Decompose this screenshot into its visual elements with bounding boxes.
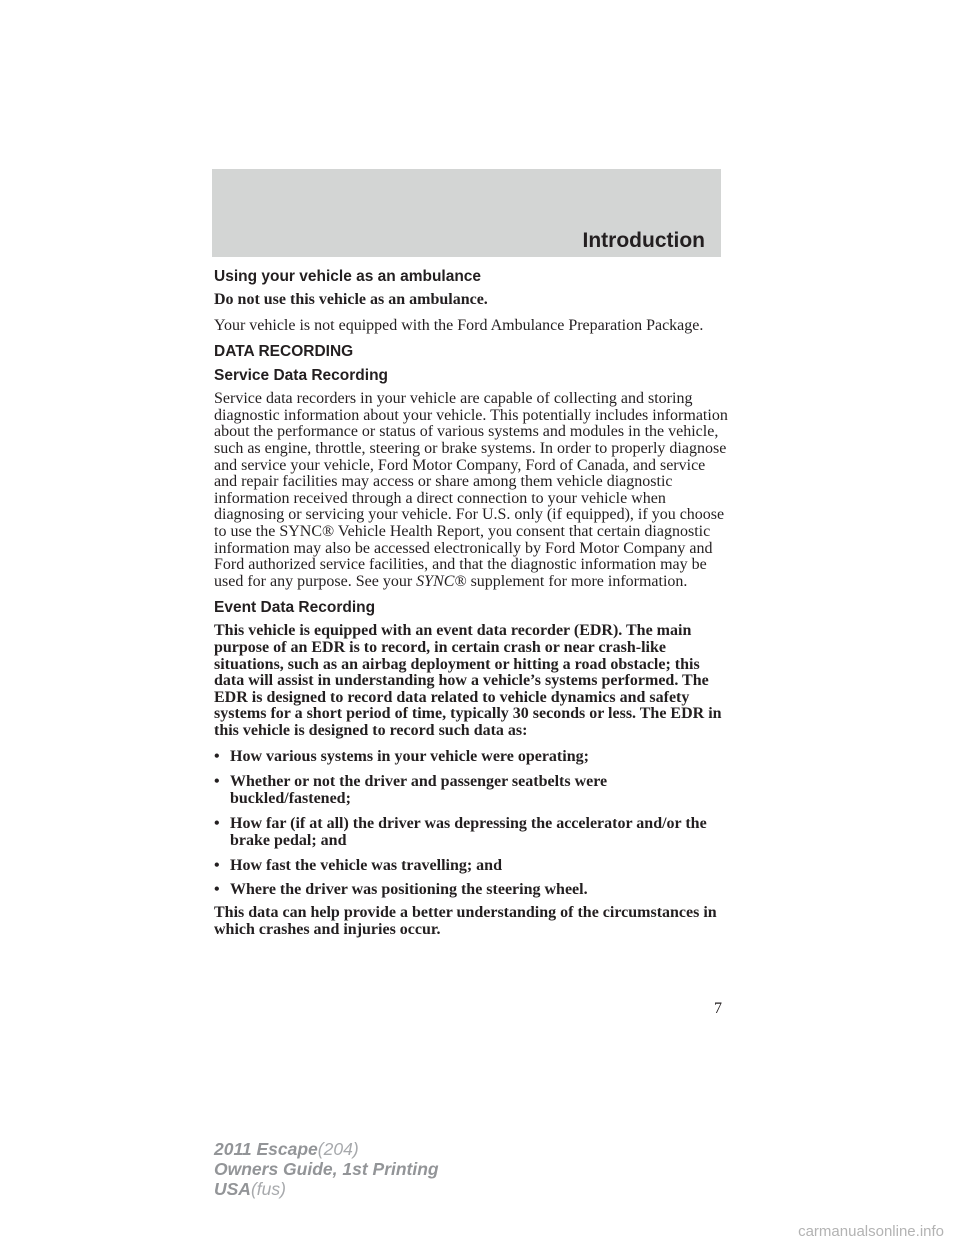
- bullet-icon: •: [214, 772, 220, 790]
- data-recording-heading: DATA RECORDING: [214, 343, 354, 361]
- footer-line-model: 2011 Escape(204): [214, 1139, 359, 1159]
- ambulance-body: Your vehicle is not equipped with the Ford Ambulance Preparation Package.: [214, 316, 704, 334]
- bullet-icon: •: [214, 814, 220, 832]
- page-number: 7: [714, 1000, 722, 1017]
- print-footer: [214, 1139, 439, 1199]
- footer-line-market: USA(fus): [214, 1179, 286, 1199]
- edr-data-list: [214, 748, 730, 898]
- service-body-main: Service data recorders in your vehicle are capable of collecting and storing diagnostic information about your vehicle. This potentially includes information about the performance or status of various systems and modules in the vehicle, such as engine, throttle, steering or brake systems. In order to properly diagnose and service your vehicle, Ford Motor Company, Ford of Canada, and service and repair facilities may access or share among them vehicle diagnostic information received through a direct connection to your vehicle when diagnosing or servicing your vehicle. For U.S. only (if equipped), if you choose to use the SYNC® Vehicle Health Report, you consent that certain diagnostic information may also be accessed electronically by Ford Motor Company and Ford authorized service facilities, and that the diagnostic information may be used for any purpose. See your: [214, 390, 728, 590]
- list-item: • Whether or not the driver and passenger seatbelts were buckled/fastened;: [214, 772, 608, 808]
- service-data-heading: Service Data Recording: [214, 367, 389, 385]
- footer-line-edition: Owners Guide, 1st Printing: [214, 1159, 439, 1179]
- event-data-closing: This data can help provide a better understanding of the circumstances in which crashes and injuries occur.: [214, 904, 717, 938]
- watermark: carmanualsonline.info: [798, 1223, 944, 1240]
- service-data-body: [214, 391, 730, 590]
- bullet-icon: •: [214, 748, 220, 766]
- ambulance-warning: Do not use this vehicle as an ambulance.: [214, 291, 488, 308]
- page-content: [214, 268, 730, 948]
- sync-reference: SYNC®: [416, 572, 467, 590]
- header-band: [212, 169, 721, 257]
- bullet-icon: •: [214, 880, 220, 898]
- list-item: • How various systems in your vehicle were operating;: [214, 748, 589, 766]
- list-item: • Where the driver was positioning the steering wheel.: [214, 880, 588, 898]
- event-data-intro: This vehicle is equipped with an event data recorder (EDR). The main purpose of an EDR is to record, in certain crash or near crash-like situations, such as an airbag deployment or hitting a road obstacle; this data will assist in understanding how a vehicle’s systems performed. The EDR is designed to record data related to vehicle dynamics and safety systems for a short period of time, typically 30 seconds or less. The EDR in this vehicle is designed to record such data as:: [214, 622, 722, 739]
- list-item: • How far (if at all) the driver was depressing the accelerator and/or the brake pedal; and: [214, 814, 707, 850]
- service-body-end: supplement for more information.: [466, 572, 688, 590]
- event-data-heading: Event Data Recording: [214, 599, 376, 617]
- ambulance-heading: Using your vehicle as an ambulance: [214, 268, 482, 285]
- bullet-icon: •: [214, 856, 220, 874]
- list-item: • How fast the vehicle was travelling; and: [214, 856, 502, 874]
- section-title: Introduction: [582, 229, 705, 252]
